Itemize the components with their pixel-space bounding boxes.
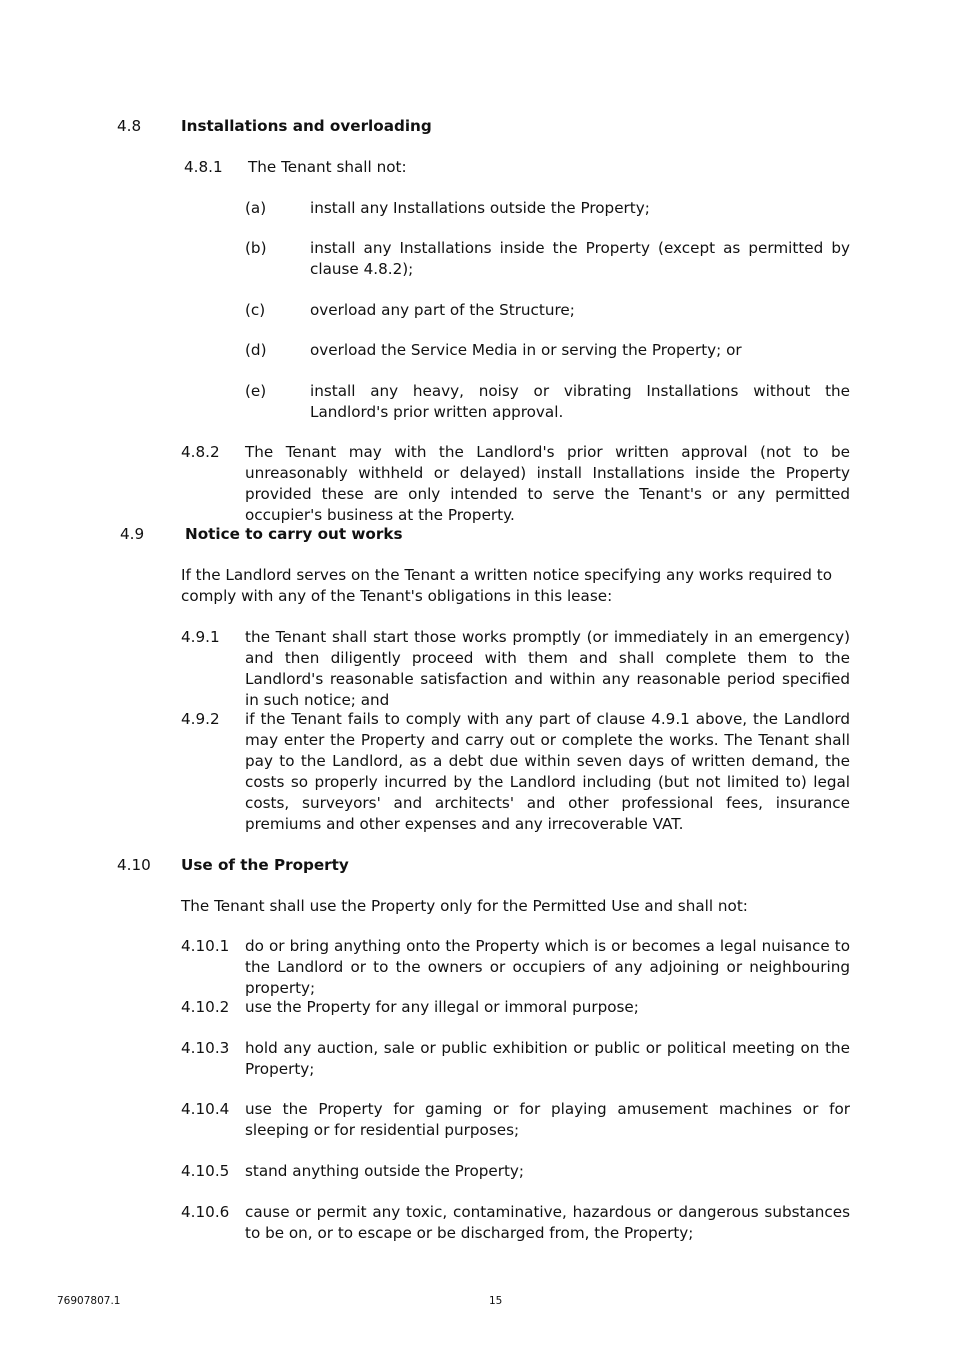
subclause-text: The Tenant may with the Landlord's prior written approval (not to be unreasonably withheld or delayed) install Installations inside the Property provided these are only intended to serve the Tenant's or any permitted occupier's business at the Property. bbox=[245, 443, 850, 524]
subclause-text: do or bring anything onto the Property which is or becomes a legal nuisance to the Landlord or to the owners or occupiers of any adjoining or neighbouring property; bbox=[245, 937, 850, 997]
item-text: install any heavy, noisy or vibrating Installations without the Landlord's prior written approval. bbox=[310, 382, 850, 421]
clause-heading: Use of the Property bbox=[181, 856, 349, 874]
item-label: (c) bbox=[245, 301, 266, 319]
subclause-number: 4.9.2 bbox=[181, 710, 220, 728]
item-label: (e) bbox=[245, 382, 267, 400]
subclause-number: 4.10.4 bbox=[181, 1100, 230, 1118]
subclause-text: use the Property for gaming or for playing amusement machines or for sleeping or for residential purposes; bbox=[245, 1100, 850, 1139]
item-text: overload the Service Media in or serving the Property; or bbox=[310, 341, 742, 359]
subclause-text: stand anything outside the Property; bbox=[245, 1162, 525, 1180]
subclause-text: if the Tenant fails to comply with any part of clause 4.9.1 above, the Landlord may enter the Property and carry out or complete the works. The Tenant shall pay to the Landlord, as a debt due within seven days of written demand, the costs so properly incurred by the Landlord including (but not limited to) legal costs, surveyors' and architects' and other professional fees, insurance premiums and other expenses and any irrecoverable VAT. bbox=[245, 710, 850, 833]
clause-heading: Installations and overloading bbox=[181, 117, 432, 135]
clause-heading: Notice to carry out works bbox=[185, 525, 403, 543]
item-label: (d) bbox=[245, 341, 267, 359]
subclause-text: hold any auction, sale or public exhibition or public or political meeting on the Property; bbox=[245, 1039, 850, 1078]
clause-number: 4.8 bbox=[117, 117, 142, 135]
clause-number: 4.10 bbox=[117, 856, 151, 874]
subclause-number: 4.8.2 bbox=[181, 443, 220, 461]
clause-number: 4.9 bbox=[120, 525, 145, 543]
subclause-number: 4.10.1 bbox=[181, 937, 230, 955]
item-text: install any Installations inside the Property (except as permitted by clause 4.8.2); bbox=[310, 239, 850, 278]
subclause-number: 4.8.1 bbox=[184, 158, 223, 176]
document-reference: 76907807.1 bbox=[57, 1295, 121, 1307]
item-label: (b) bbox=[245, 239, 267, 257]
subclause-text: the Tenant shall start those works promptly (or immediately in an emergency) and then diligently proceed with them and shall complete them to the Landlord's reasonable satisfaction and within any reasonable period specified in such notice; and bbox=[245, 628, 850, 709]
clause-intro: If the Landlord serves on the Tenant a written notice specifying any works required to comply with any of the Tenant's obligations in this lease: bbox=[181, 566, 832, 605]
subclause-text: The Tenant shall not: bbox=[248, 158, 407, 176]
item-label: (a) bbox=[245, 199, 267, 217]
subclause-text: use the Property for any illegal or immoral purpose; bbox=[245, 998, 639, 1016]
item-text: overload any part of the Structure; bbox=[310, 301, 575, 319]
item-text: install any Installations outside the Property; bbox=[310, 199, 650, 217]
subclause-text: cause or permit any toxic, contaminative, hazardous or dangerous substances to be on, or to escape or be discharged from, the Property; bbox=[245, 1203, 850, 1242]
subclause-number: 4.9.1 bbox=[181, 628, 220, 646]
clause-intro: The Tenant shall use the Property only for the Permitted Use and shall not: bbox=[181, 897, 748, 915]
subclause-number: 4.10.2 bbox=[181, 998, 230, 1016]
subclause-number: 4.10.5 bbox=[181, 1162, 230, 1180]
subclause-number: 4.10.6 bbox=[181, 1203, 230, 1221]
page-number: 15 bbox=[489, 1295, 503, 1307]
subclause-number: 4.10.3 bbox=[181, 1039, 230, 1057]
